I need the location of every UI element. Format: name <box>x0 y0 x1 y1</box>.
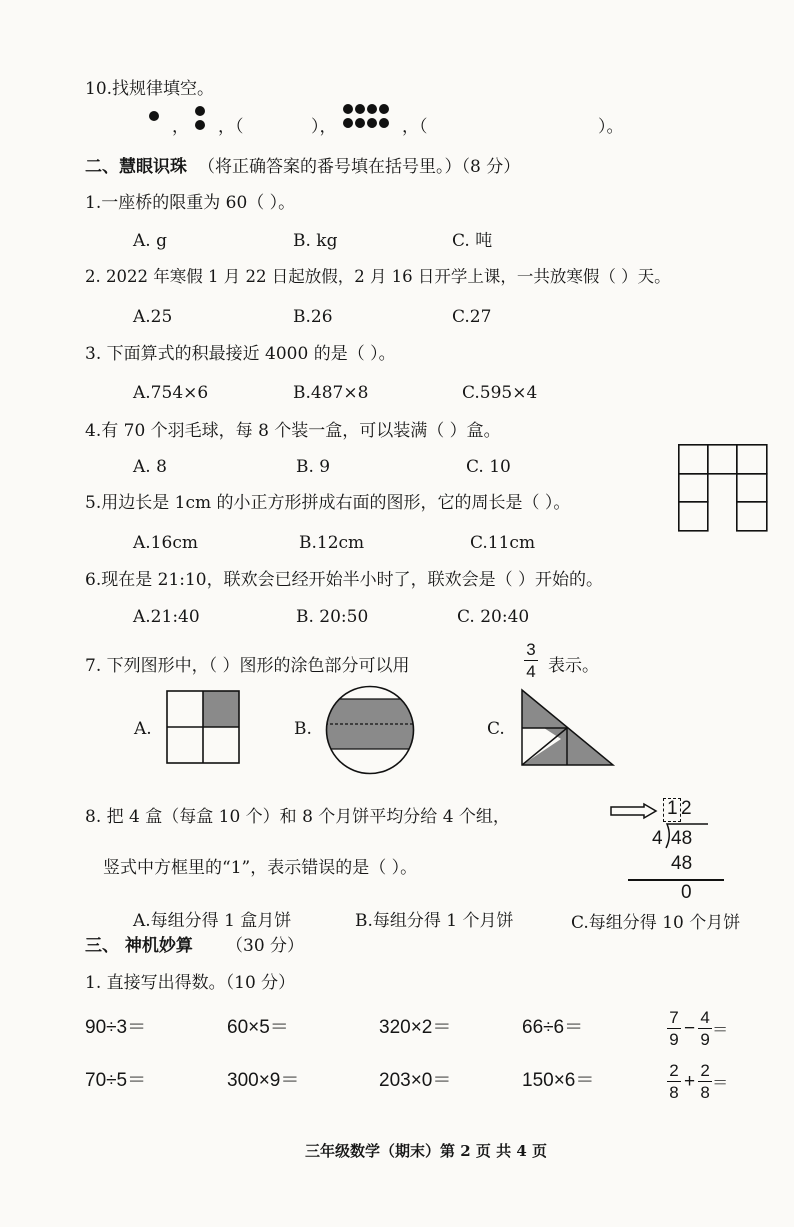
q7-label-a: A. <box>134 719 152 739</box>
q1-option-a: A. g <box>133 231 167 251</box>
q7-label-b: B. <box>294 719 312 739</box>
dot-group-1 <box>149 111 159 121</box>
calc-r1-fraction <box>667 1008 728 1049</box>
q1-stem: 1.一座桥的限重为 60（ ）。 <box>85 193 296 213</box>
dot-group-2b <box>195 120 205 130</box>
f2-d1: 8 <box>669 1083 679 1103</box>
f1-d2: 9 <box>700 1030 710 1050</box>
section2-note: （将正确答案的番号填在括号里。）（8 分） <box>198 157 521 177</box>
q8-subtract-line <box>628 879 724 881</box>
q10-blank-2[interactable] <box>432 112 598 136</box>
q7-denominator: 4 <box>526 662 536 682</box>
f1-n1: 7 <box>669 1008 679 1027</box>
calc-r2-fraction <box>667 1061 728 1102</box>
q8-divisor: 4 <box>652 828 663 849</box>
q6-option-a: A.21:40 <box>133 607 200 627</box>
section3-points: （30 分） <box>226 936 305 956</box>
q8-option-b: B.每组分得 1 个月饼 <box>355 911 514 931</box>
q10-sep1: ， <box>172 117 189 137</box>
q1-option-b: B. kg <box>293 231 338 251</box>
f1-op: − <box>684 1017 696 1039</box>
q3-option-a: A.754×6 <box>133 383 209 403</box>
q8-line2: 竖式中方框里的“1”，表示错误的是（ ）。 <box>103 858 418 878</box>
q8-product: 48 <box>671 853 693 874</box>
q8-remainder: 0 <box>681 882 692 903</box>
section3-sub1: 1. 直接写出得数。（10 分） <box>85 973 296 993</box>
page-footer: 三年级数学（期末）第 2 页 共 4 页 <box>305 1142 547 1160</box>
q10-sep4: ，（ <box>402 117 428 137</box>
q2-option-a: A.25 <box>133 307 173 327</box>
f1-d1: 9 <box>669 1030 679 1050</box>
q10-title: 10.找规律填空。 <box>85 79 215 99</box>
q8-quotient-rest: 2 <box>681 798 692 819</box>
q2-stem: 2. 2022 年寒假 1 月 22 日起放假，2 月 16 日开学上课，一共放寒假（ ）天。 <box>85 267 671 286</box>
dot-group-2a <box>195 106 205 116</box>
q6-option-c: C. 20:40 <box>457 607 530 627</box>
q8-dividend: 48 <box>671 828 693 849</box>
q7-figure-c-triangle <box>521 689 615 767</box>
calc-r2-c2: 300×9＝ <box>227 1070 300 1091</box>
q7-numerator: 3 <box>526 640 536 659</box>
calc-r1-c1: 90÷3＝ <box>85 1017 147 1038</box>
q3-option-c: C.595×4 <box>462 383 538 403</box>
q5-grid-figure <box>678 444 771 532</box>
q7-figure-b-circle <box>325 685 415 775</box>
q5-stem: 5.用边长是 1cm 的小正方形拼成右面的图形，它的周长是（ ）。 <box>85 493 571 513</box>
f1-n2: 4 <box>700 1008 710 1027</box>
calc-r1-c4: 66÷6＝ <box>522 1017 584 1038</box>
calc-r1-c2: 60×5＝ <box>227 1017 289 1038</box>
q4-stem: 4.有 70 个羽毛球，每 8 个装一盒，可以装满（ ）盒。 <box>85 421 501 441</box>
calc-r2-c3: 203×0＝ <box>379 1070 452 1091</box>
q6-stem: 6.现在是 21:10，联欢会已经开始半小时了，联欢会是（ ）开始的。 <box>85 570 604 590</box>
q8-option-c: C.每组分得 10 个月饼 <box>571 913 741 933</box>
q3-option-b: B.487×8 <box>293 383 369 403</box>
q10-end: ）。 <box>598 117 624 137</box>
section2-heading: 二、慧眼识珠 <box>85 157 187 177</box>
q8-line1: 8. 把 4 盒（每盒 10 个）和 8 个月饼平均分给 4 个组， <box>85 807 510 827</box>
q4-option-c: C. 10 <box>466 457 511 477</box>
q7-fraction <box>524 640 538 681</box>
f2-n1: 2 <box>669 1061 679 1080</box>
q1-option-c: C. 吨 <box>452 231 493 251</box>
q4-option-a: A. 8 <box>133 457 167 477</box>
q10-sep3: ）， <box>311 117 337 137</box>
q7-label-c: C. <box>487 719 505 739</box>
f2-eq: ＝ <box>712 1075 729 1093</box>
q5-option-a: A.16cm <box>133 533 198 553</box>
q7-stem-a: 7. 下列图形中，（ ）图形的涂色部分可以用 <box>85 656 410 676</box>
q2-option-c: C.27 <box>452 307 492 327</box>
f1-eq: ＝ <box>712 1022 729 1040</box>
f2-d2: 8 <box>700 1083 710 1103</box>
q8-option-a: A.每组分得 1 盒月饼 <box>133 911 292 931</box>
f2-n2: 2 <box>700 1061 710 1080</box>
q7-figure-a-square <box>166 690 240 764</box>
q2-option-b: B.26 <box>293 307 333 327</box>
calc-r2-c1: 70÷5＝ <box>85 1070 147 1091</box>
q6-option-b: B. 20:50 <box>296 607 369 627</box>
q10-sep2: ，（ <box>218 117 244 137</box>
calc-r1-c3: 320×2＝ <box>379 1017 452 1038</box>
f2-op: + <box>684 1070 696 1092</box>
section3-heading: 三、 神机妙算 <box>85 936 193 956</box>
q10-blank-1[interactable] <box>246 112 308 136</box>
q3-stem: 3. 下面算式的积最接近 4000 的是（ ）。 <box>85 344 396 364</box>
q5-option-b: B.12cm <box>299 533 365 553</box>
dot-group-4 <box>343 104 399 132</box>
q8-arrow-icon <box>610 803 658 819</box>
q7-stem-b: 表示。 <box>548 656 599 676</box>
q8-quotient-boxed: 1 <box>667 798 678 819</box>
calc-r2-c4: 150×6＝ <box>522 1070 595 1091</box>
q5-option-c: C.11cm <box>470 533 536 553</box>
q4-option-b: B. 9 <box>296 457 331 477</box>
